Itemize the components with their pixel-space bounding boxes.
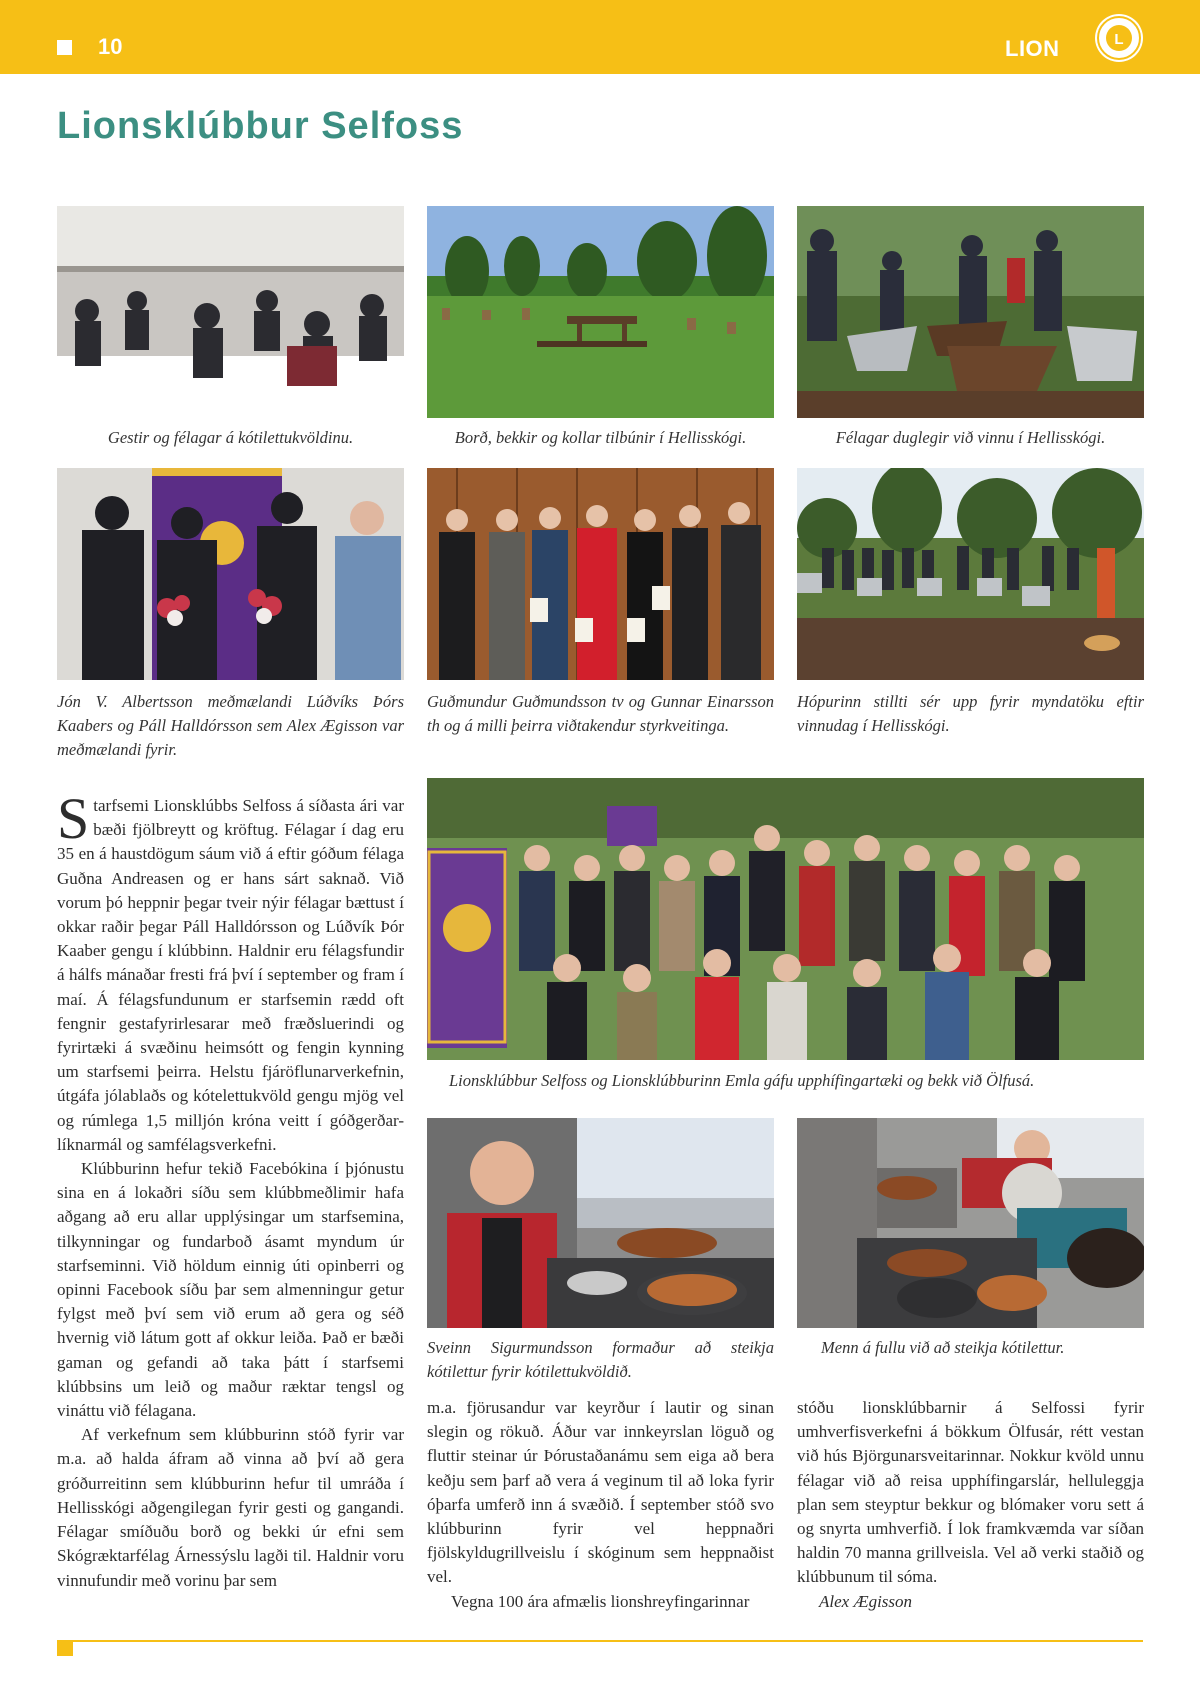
article-author: Alex Ægisson — [819, 1591, 913, 1611]
magazine-brand: LION — [1005, 36, 1060, 61]
photo-men-cooking — [797, 1118, 1144, 1328]
page-number: 10 — [98, 34, 123, 59]
article-paragraph — [57, 786, 404, 1157]
article-paragraph: Af verkefnum sem klúbburinn stóð fyrir var m.a. að halda áfram að vinna að því að gera gróðurreitinn sem klúbburinn hefur til umráða í Hellisskógi aðgengilegan fyrir gesti og gangandi. Félagar smíðuðu borð og bekki úr efni sem Skógræktarfélag Árnessýslu lagði til. Haldnir voru vinnufundir með vorinu þar sem — [57, 1425, 404, 1590]
svg-text:L: L — [1114, 31, 1124, 48]
caption-new-members: Jón V. Albertsson meðmælandi Lúðvíks Þórs Kaabers og Páll Halldórsson sem Alex Ægisson var meðmælandi fyrir. — [57, 692, 404, 759]
photo-lions-banner-group — [427, 778, 1144, 1060]
photo-forest-benches — [427, 206, 774, 418]
article-column-1 — [57, 786, 404, 1593]
caption-wheelbarrows: Félagar duglegir við vinnu í Hellisskógi. — [835, 428, 1106, 447]
article-paragraph: stóðu lionsklúbbarnir á Selfossi fyrir umhverfisverkefni á bökkum Ölfusár, rétt vestan við hús Björgunarsveitarinnar. Nokkur kvöld unnu félagar við að reisa upphífingarslár, helluleggja plan sem steyptur bekkur og blómaker voru sett á og snyrta umhverfið. Í lok framkvæmda var síðan haldin 70 manna grillveisla. Vel að verki staðið og klúbbunum til sóma. — [797, 1398, 1144, 1587]
article-column-3 — [797, 1396, 1144, 1614]
caption-grant-recipients: Guðmundur Guðmundsson tv og Gunnar Einarsson th og á milli þeirra viðtakendur styrkveitinga. — [427, 692, 774, 735]
article-paragraph-text: tarfsemi Lionsklúbbs Selfoss á síðasta ári var bæði fjölbreytt og kröftug. Félagar í dag eru 35 en á haustdögum sáum við á eftir góðum félaga Guðna Andreasen og er hans sárt saknað. Við vorum þó heppnir þegar tveir nýir félagar bættust í okkar raðir þegar Páll Halldórsson og Lúðvík Þór Kaaber gengu í klúbbinn. Haldnir eru félagsfundir á hálfs mánaðar fresti frá því í september og fram í maí. Á félagsfundunum er starfsemin rædd oft fengnir gestafyrirlesarar með fræðsluerindi og fyrirtæki á svæðinu heimsótt og fengin kynning um starfsemi þeirra. Helstu fjáröflunarverkefnin, útgáfa jólablaðs og kótelettukvöld gengu mjög vel og rúmlega 1,5 milljón króna veitt í góðgerðar- líknarmál og samfélagsverkefni. — [57, 796, 404, 1154]
header-square-marker — [57, 40, 72, 55]
photo-dinner-hall — [57, 206, 404, 418]
article-column-2 — [427, 1396, 774, 1614]
photo-grant-recipients — [427, 468, 774, 680]
caption-group-forest: Hópurinn stillti sér upp fyrir myndatöku eftir vinnudag í Hellisskógi. — [797, 692, 1144, 735]
article-paragraph: m.a. fjörusandur var keyrður í lautir og sinan slegin og rökuð. Áður var innkeyrslan löguð og fluttir steinar úr Þórustaðanámu sem eiga að bera keðju sem þarf að vera á veginum til að loka fyrir óþarfa umferð inn á svæðið. Í september stóð svo klúbburinn fyrir vel heppnaðri fjölskyldugrillveislu í skóginum sem heppnaðist vel. — [427, 1398, 774, 1587]
photo-new-members — [57, 468, 404, 680]
footer-square-marker — [57, 1640, 73, 1656]
drop-cap: S — [57, 786, 90, 851]
footer-rule — [73, 1640, 1143, 1642]
lions-logo-icon — [1093, 12, 1145, 64]
caption-chairman-cooking: Sveinn Sigurmundsson formaður að steikja kótilettur fyrir kótilettukvöldið. — [427, 1338, 774, 1381]
page-header — [0, 0, 1200, 74]
caption-men-cooking: Menn á fullu við að steikja kótilettur. — [821, 1338, 1065, 1357]
photo-chairman-cooking — [427, 1118, 774, 1328]
article-paragraph: Klúbburinn hefur tekið Facebókina í þjónustu sina en á lokaðri síðu sem klúbbmeðlimir hafa aðgang að eru allar upplýsingar um starfsemina, tilkynningar og fundarboð ásamt myndum úr starfseminni. Við höldum einnig úti opinberri og opinni Facebook síðu þar sem almenningur getur fylgst með því sem við erum að gera og séð hvernig við látum gott af okkur leiða. Það er bæði gaman og gefandi að taka þátt í starfsemi klúbbsins um leið og maður ræktar tengsl og vináttu við félagana. — [57, 1159, 404, 1421]
caption-forest-benches: Borð, bekkir og kollar tilbúnir í Hellisskógi. — [454, 428, 747, 447]
caption-dinner-hall: Gestir og félagar á kótilettukvöldinu. — [107, 428, 354, 447]
caption-lions-banner-group: Lionsklúbbur Selfoss og Lionsklúbburinn Emla gáfu upphífingartæki og bekk við Ölfusá. — [449, 1071, 1035, 1090]
photo-wheelbarrows-work — [797, 206, 1144, 418]
photo-group-forest — [797, 468, 1144, 680]
article-paragraph: Vegna 100 ára afmælis lionshreyfingarinnar — [451, 1591, 750, 1611]
article-title: Lionsklúbbur Selfoss — [57, 105, 464, 147]
